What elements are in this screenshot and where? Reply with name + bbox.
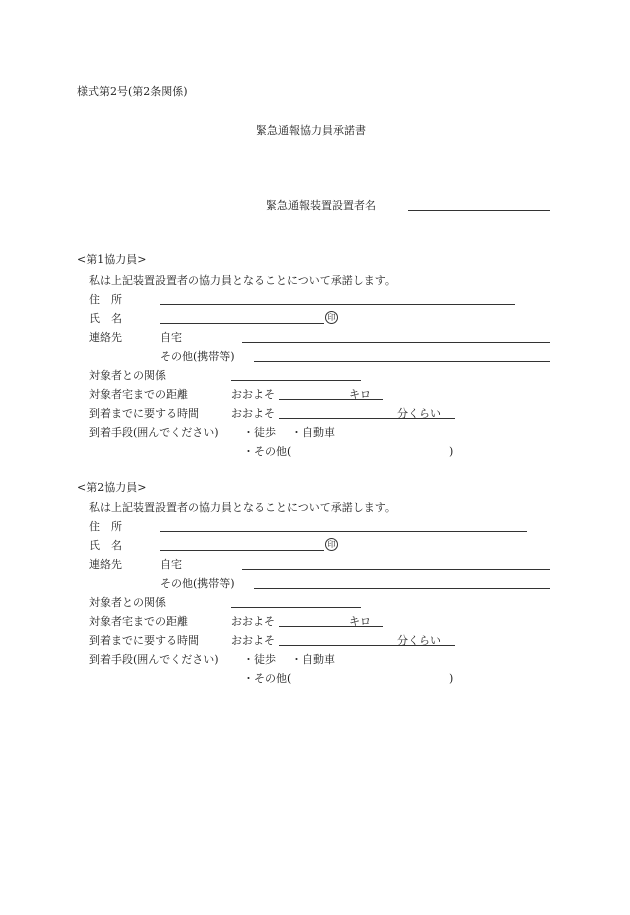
contact-label: 連絡先: [89, 558, 122, 571]
consent-statement: 私は上記装置設置者の協力員となることについて承諾します。: [89, 501, 396, 514]
arrival-time-unit: 分くらい: [397, 634, 441, 647]
document-title: 緊急通報協力員承諾書: [256, 124, 366, 137]
distance-unit: キロ: [349, 388, 371, 401]
home-phone-label: 自宅: [160, 331, 182, 344]
arrival-means-label: 到着手段(囲んでください): [89, 426, 219, 439]
address-field[interactable]: [160, 304, 515, 305]
address-field[interactable]: [160, 531, 527, 532]
means-option-walk[interactable]: ・徒歩: [243, 426, 276, 439]
other-phone-field[interactable]: [254, 588, 550, 589]
other-phone-label: その他(携帯等): [160, 577, 235, 590]
distance-prefix: おおよそ: [231, 388, 275, 401]
installer-name-field[interactable]: [408, 210, 550, 211]
contact-label: 連絡先: [89, 331, 122, 344]
means-option-walk[interactable]: ・徒歩: [243, 653, 276, 666]
means-option-car[interactable]: ・自動車: [291, 426, 335, 439]
means-option-car[interactable]: ・自動車: [291, 653, 335, 666]
distance-unit: キロ: [349, 615, 371, 628]
relation-label: 対象者との関係: [89, 369, 166, 382]
arrival-time-prefix: おおよそ: [231, 407, 275, 420]
section-heading: <第1協力員>: [77, 253, 147, 266]
relation-field[interactable]: [231, 607, 361, 608]
address-label: 住 所: [89, 293, 122, 306]
name-field[interactable]: [160, 550, 324, 551]
distance-label: 対象者宅までの距離: [89, 615, 188, 628]
name-field[interactable]: [160, 323, 324, 324]
form-number: 様式第2号(第2条関係): [77, 85, 188, 98]
address-label: 住 所: [89, 520, 122, 533]
relation-label: 対象者との関係: [89, 596, 166, 609]
home-phone-field[interactable]: [242, 342, 550, 343]
name-label: 氏 名: [89, 539, 122, 552]
arrival-time-label: 到着までに要する時間: [89, 407, 199, 420]
arrival-time-label: 到着までに要する時間: [89, 634, 199, 647]
seal-mark: 印: [325, 538, 338, 551]
installer-name-label: 緊急通報装置設置者名: [266, 199, 376, 212]
name-label: 氏 名: [89, 312, 122, 325]
means-option-other[interactable]: ・その他(: [243, 672, 292, 685]
seal-mark: 印: [325, 311, 338, 324]
means-option-other[interactable]: ・その他(: [243, 445, 292, 458]
home-phone-field[interactable]: [242, 569, 550, 570]
arrival-means-label: 到着手段(囲んでください): [89, 653, 219, 666]
arrival-time-unit: 分くらい: [397, 407, 441, 420]
section-heading: <第2協力員>: [77, 481, 147, 494]
arrival-time-prefix: おおよそ: [231, 634, 275, 647]
home-phone-label: 自宅: [160, 558, 182, 571]
consent-statement: 私は上記装置設置者の協力員となることについて承諾します。: [89, 274, 396, 287]
other-phone-field[interactable]: [254, 361, 550, 362]
means-other-close: ): [449, 672, 454, 685]
distance-label: 対象者宅までの距離: [89, 388, 188, 401]
relation-field[interactable]: [231, 380, 361, 381]
means-other-close: ): [449, 445, 454, 458]
other-phone-label: その他(携帯等): [160, 350, 235, 363]
distance-prefix: おおよそ: [231, 615, 275, 628]
